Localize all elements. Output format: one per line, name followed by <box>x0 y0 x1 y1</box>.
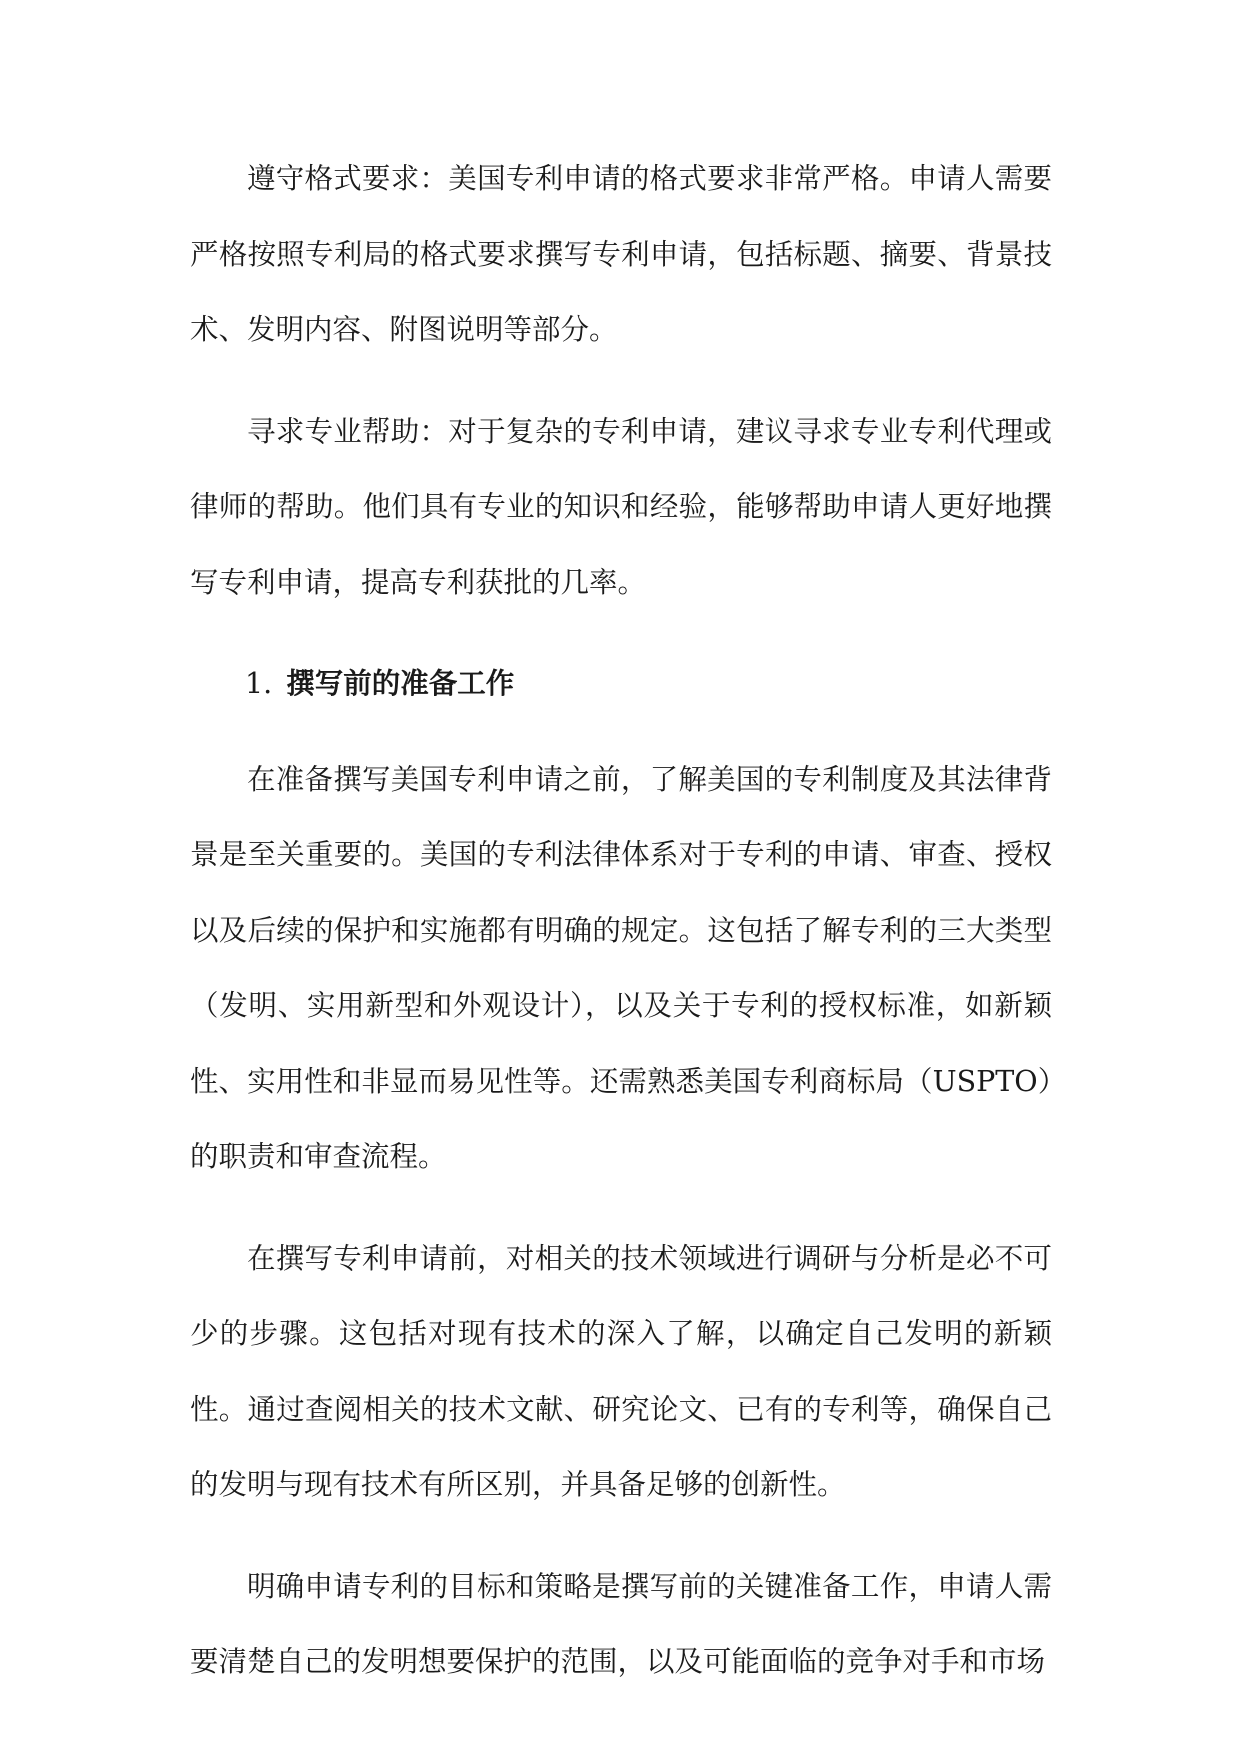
section-number: 1. <box>245 667 273 700</box>
paragraph-technical-research: 在撰写专利申请前，对相关的技术领域进行调研与分析是必不可少的步骤。这包括对现有技术的深入了解，以确定自己发明的新颖性。通过查阅相关的技术文献、研究论文、已有的专利等，确保自己的发明与现有技术有所区别，并具备足够的创新性。 <box>190 1241 1052 1501</box>
section-title: 撰写前的准备工作 <box>286 666 515 700</box>
document-body <box>190 141 1052 1726</box>
paragraph-patent-system: 在准备撰写美国专利申请之前，了解美国的专利制度及其法律背景是至关重要的。美国的专利法律体系对于专利的申请、审查、授权以及后续的保护和实施都有明确的规定。这包括了解专利的三大类型（发明、实用新型和外观设计），以及关于专利的授权标准，如新颖性、实用性和非显而易见性等。还需熟悉美国专利商标局（USPTO）的职责和审查流程。 <box>190 762 1052 1173</box>
paragraph-professional-help: 寻求专业帮助：对于复杂的专利申请，建议寻求专业专利代理或律师的帮助。他们具有专业的知识和经验，能够帮助申请人更好地撰写专利申请，提高专利获批的几率。 <box>190 414 1052 599</box>
paragraph-goals-strategy: 明确申请专利的目标和策略是撰写前的关键准备工作，申请人需要清楚自己的发明想要保护的范围，以及可能面临的竞争对手和市场 <box>190 1569 1052 1678</box>
paragraph-format-requirements: 遵守格式要求：美国专利申请的格式要求非常严格。申请人需要严格按照专利局的格式要求撰写专利申请，包括标题、摘要、背景技术、发明内容、附图说明等部分。 <box>190 162 1052 346</box>
section-heading <box>190 646 1052 722</box>
